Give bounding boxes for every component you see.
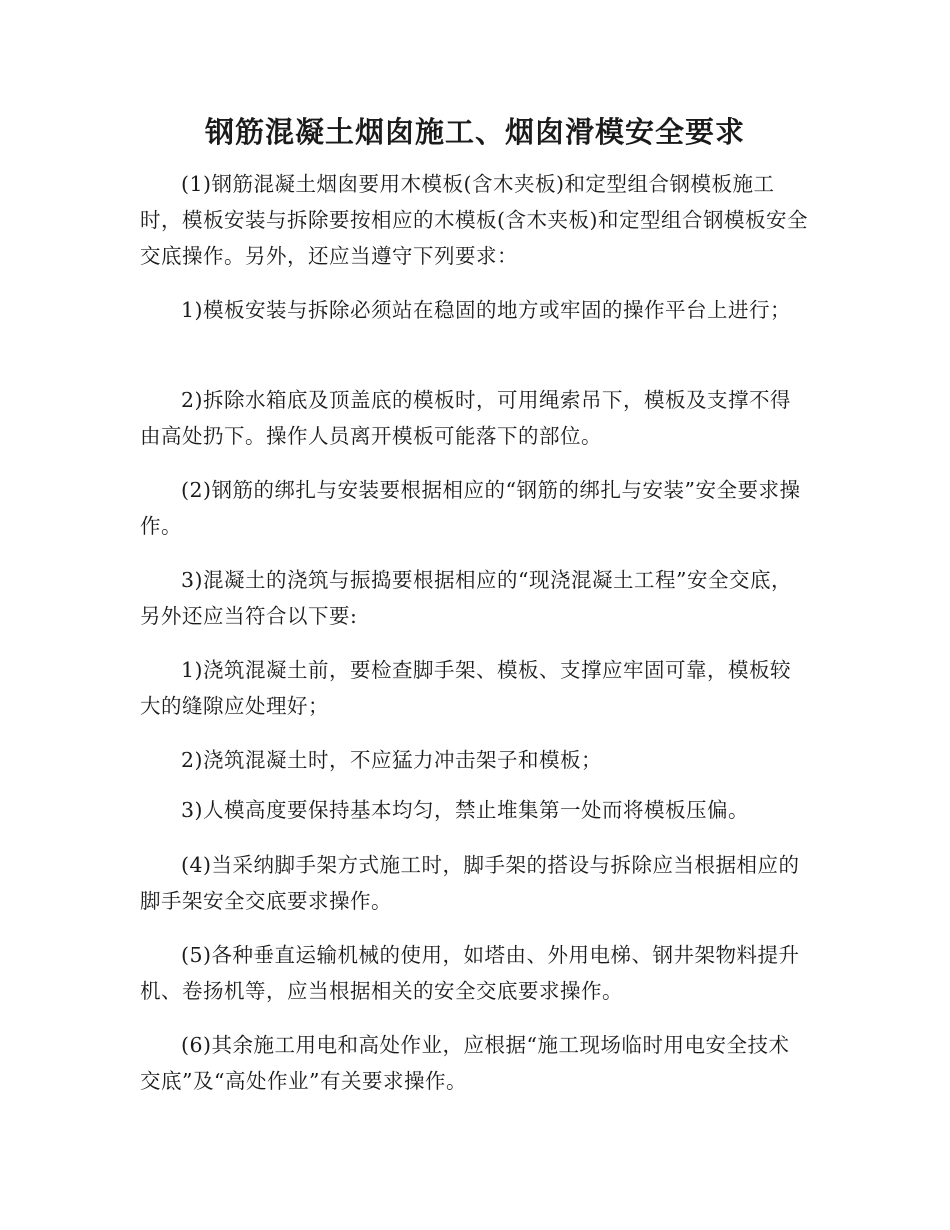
document-title: 钢筋混凝土烟囱施工、烟囱滑模安全要求 [204, 115, 745, 149]
paragraph-6: 1)浇筑混凝土前，要检查脚手架、模板、支撑应牢固可靠，模板较大的缝隙应处理好； [140, 658, 792, 718]
paragraph-2: 1)模板安装与拆除必须站在稳固的地方或牢固的操作平台上进行； [181, 298, 792, 322]
paragraph-11: (6)其余施工用电和高处作业，应根据“施工现场临时用电安全技术交底”及“高处作业”有关要求操作。 [140, 1033, 790, 1093]
paragraph-3: 2)拆除水箱底及顶盖底的模板时，可用绳索吊下，模板及支撑不得由高处扔下。操作人员离开模板可能落下的部位。 [140, 388, 792, 448]
paragraph-9: (4)当采纳脚手架方式施工时，脚手架的搭设与拆除应当根据相应的脚手架安全交底要求操作。 [140, 853, 800, 913]
paragraph-5: 3)混凝土的浇筑与振捣要根据相应的“现浇混凝土工程”安全交底，另外还应当符合以下要: [140, 568, 792, 628]
paragraph-10: (5)各种垂直运输机械的使用，如塔由、外用电梯、钢井架物料提升机、卷扬机等，应当根据相关的安全交底要求操作。 [140, 943, 800, 1003]
paragraph-7: 2)浇筑混凝土时，不应猛力冲击架子和模板； [181, 748, 603, 772]
paragraph-8: 3)人模高度要保持基本均匀，禁止堆集第一处而将模板压偏。 [181, 798, 750, 822]
paragraph-1: (1)钢筋混凝土烟囱要用木模板(含木夹板)和定型组合钢模板施工时，模板安装与拆除要按相应的木模板(含木夹板)和定型组合钢模板安全交底操作。另外，还应当遵守下列要求： [140, 172, 808, 268]
paragraph-4: (2)钢筋的绑扎与安装要根据相应的“钢筋的绑扎与安装”安全要求操作。 [140, 478, 801, 538]
